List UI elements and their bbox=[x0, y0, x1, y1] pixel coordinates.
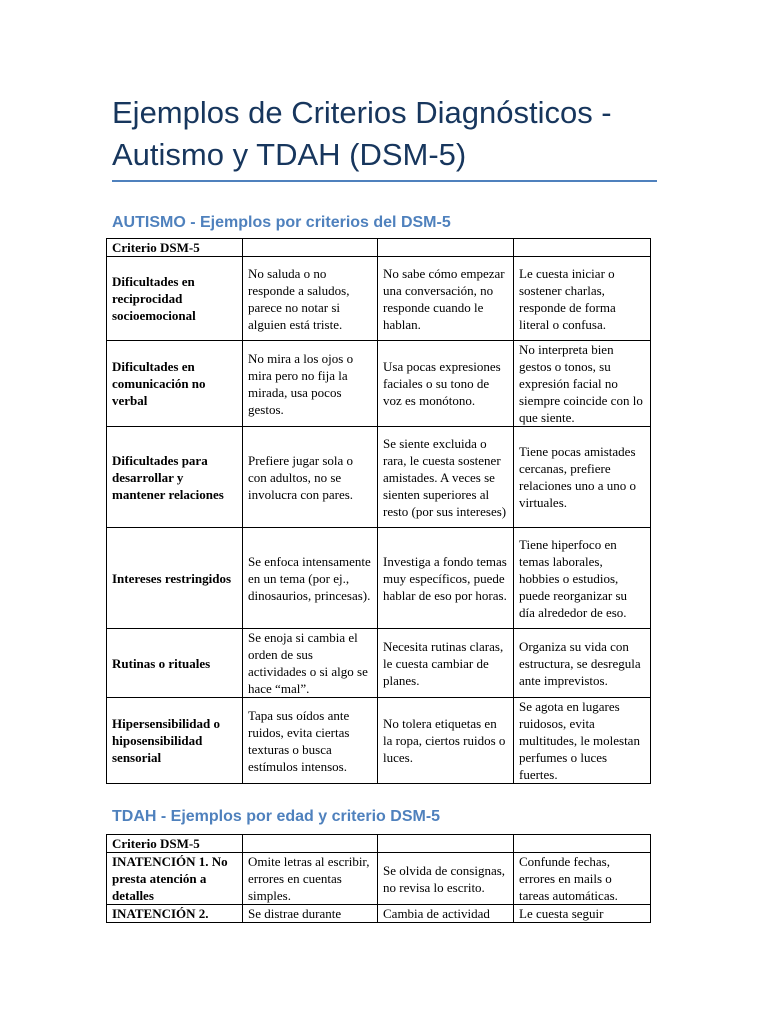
criterion-cell: Dificultades en reciprocidad socioemocional bbox=[107, 257, 243, 341]
table-row bbox=[107, 341, 651, 427]
example-cell: Le cuesta seguir bbox=[514, 905, 651, 923]
example-cell: Prefiere jugar sola o con adultos, no se involucra con pares. bbox=[243, 427, 378, 528]
document-title bbox=[112, 92, 672, 176]
autismo-section-heading: AUTISMO - Ejemplos por criterios del DSM-5 bbox=[112, 214, 451, 231]
table-row bbox=[107, 528, 651, 629]
header-col-2 bbox=[243, 239, 378, 257]
table-row bbox=[107, 629, 651, 698]
example-cell: Necesita rutinas claras, le cuesta cambiar de planes. bbox=[378, 629, 514, 698]
example-cell: No mira a los ojos o mira pero no fija la mirada, usa pocos gestos. bbox=[243, 341, 378, 427]
header-col-2 bbox=[243, 835, 378, 853]
example-cell: No interpreta bien gestos o tonos, su expresión facial no siempre coincide con lo que siente. bbox=[514, 341, 651, 427]
header-col-3 bbox=[378, 835, 514, 853]
header-col-4 bbox=[514, 239, 651, 257]
example-cell: Tiene hiperfoco en temas laborales, hobbies o estudios, puede reorganizar su día alrededor de eso. bbox=[514, 528, 651, 629]
example-cell: Investiga a fondo temas muy específicos, puede hablar de eso por horas. bbox=[378, 528, 514, 629]
table-row bbox=[107, 698, 651, 784]
example-cell: Tapa sus oídos ante ruidos, evita ciertas texturas o busca estímulos intensos. bbox=[243, 698, 378, 784]
criterion-cell: Intereses restringidos bbox=[107, 528, 243, 629]
example-cell: Cambia de actividad bbox=[378, 905, 514, 923]
criterion-cell: Dificultades para desarrollar y mantener relaciones bbox=[107, 427, 243, 528]
criterion-cell: Rutinas o rituales bbox=[107, 629, 243, 698]
example-cell: Se distrae durante bbox=[243, 905, 378, 923]
example-cell: Se enfoca intensamente en un tema (por ej., dinosaurios, princesas). bbox=[243, 528, 378, 629]
example-cell: Se siente excluida o rara, le cuesta sostener amistades. A veces se sienten superiores al resto (por sus intereses) bbox=[378, 427, 514, 528]
example-cell: Se agota en lugares ruidosos, evita multitudes, le molestan perfumes o luces fuertes. bbox=[514, 698, 651, 784]
header-criterio: Criterio DSM-5 bbox=[107, 835, 243, 853]
example-cell: Omite letras al escribir, errores en cuentas simples. bbox=[243, 853, 378, 905]
example-cell: Confunde fechas, errores en mails o tareas automáticas. bbox=[514, 853, 651, 905]
document-title-line-2: Autismo y TDAH (DSM-5) bbox=[112, 137, 467, 172]
title-underline bbox=[112, 180, 657, 182]
example-cell: No saluda o no responde a saludos, parece no notar si alguien está triste. bbox=[243, 257, 378, 341]
tdah-criteria-table bbox=[106, 834, 651, 923]
example-cell: No sabe cómo empezar una conversación, no responde cuando le hablan. bbox=[378, 257, 514, 341]
table-row bbox=[107, 257, 651, 341]
table-header-row bbox=[107, 835, 651, 853]
example-cell: Se enoja si cambia el orden de sus actividades o si algo se hace “mal”. bbox=[243, 629, 378, 698]
header-col-3 bbox=[378, 239, 514, 257]
header-col-4 bbox=[514, 835, 651, 853]
example-cell: Se olvida de consignas, no revisa lo escrito. bbox=[378, 853, 514, 905]
criterion-cell: INATENCIÓN 2. bbox=[107, 905, 243, 923]
autismo-criteria-table bbox=[106, 238, 651, 784]
document-title-line-1: Ejemplos de Criterios Diagnósticos - bbox=[112, 95, 612, 130]
table-header-row bbox=[107, 239, 651, 257]
criterion-cell: Dificultades en comunicación no verbal bbox=[107, 341, 243, 427]
example-cell: Le cuesta iniciar o sostener charlas, responde de forma literal o confusa. bbox=[514, 257, 651, 341]
example-cell: No tolera etiquetas en la ropa, ciertos ruidos o luces. bbox=[378, 698, 514, 784]
table-row bbox=[107, 905, 651, 923]
tdah-section-heading: TDAH - Ejemplos por edad y criterio DSM-5 bbox=[112, 808, 441, 825]
example-cell: Organiza su vida con estructura, se desregula ante imprevistos. bbox=[514, 629, 651, 698]
example-cell: Usa pocas expresiones faciales o su tono de voz es monótono. bbox=[378, 341, 514, 427]
criterion-cell: Hipersensibilidad o hiposensibilidad sensorial bbox=[107, 698, 243, 784]
table-row bbox=[107, 853, 651, 905]
criterion-cell: INATENCIÓN 1. No presta atención a detalles bbox=[107, 853, 243, 905]
table-row bbox=[107, 427, 651, 528]
header-criterio: Criterio DSM-5 bbox=[107, 239, 243, 257]
example-cell: Tiene pocas amistades cercanas, prefiere relaciones uno a uno o virtuales. bbox=[514, 427, 651, 528]
